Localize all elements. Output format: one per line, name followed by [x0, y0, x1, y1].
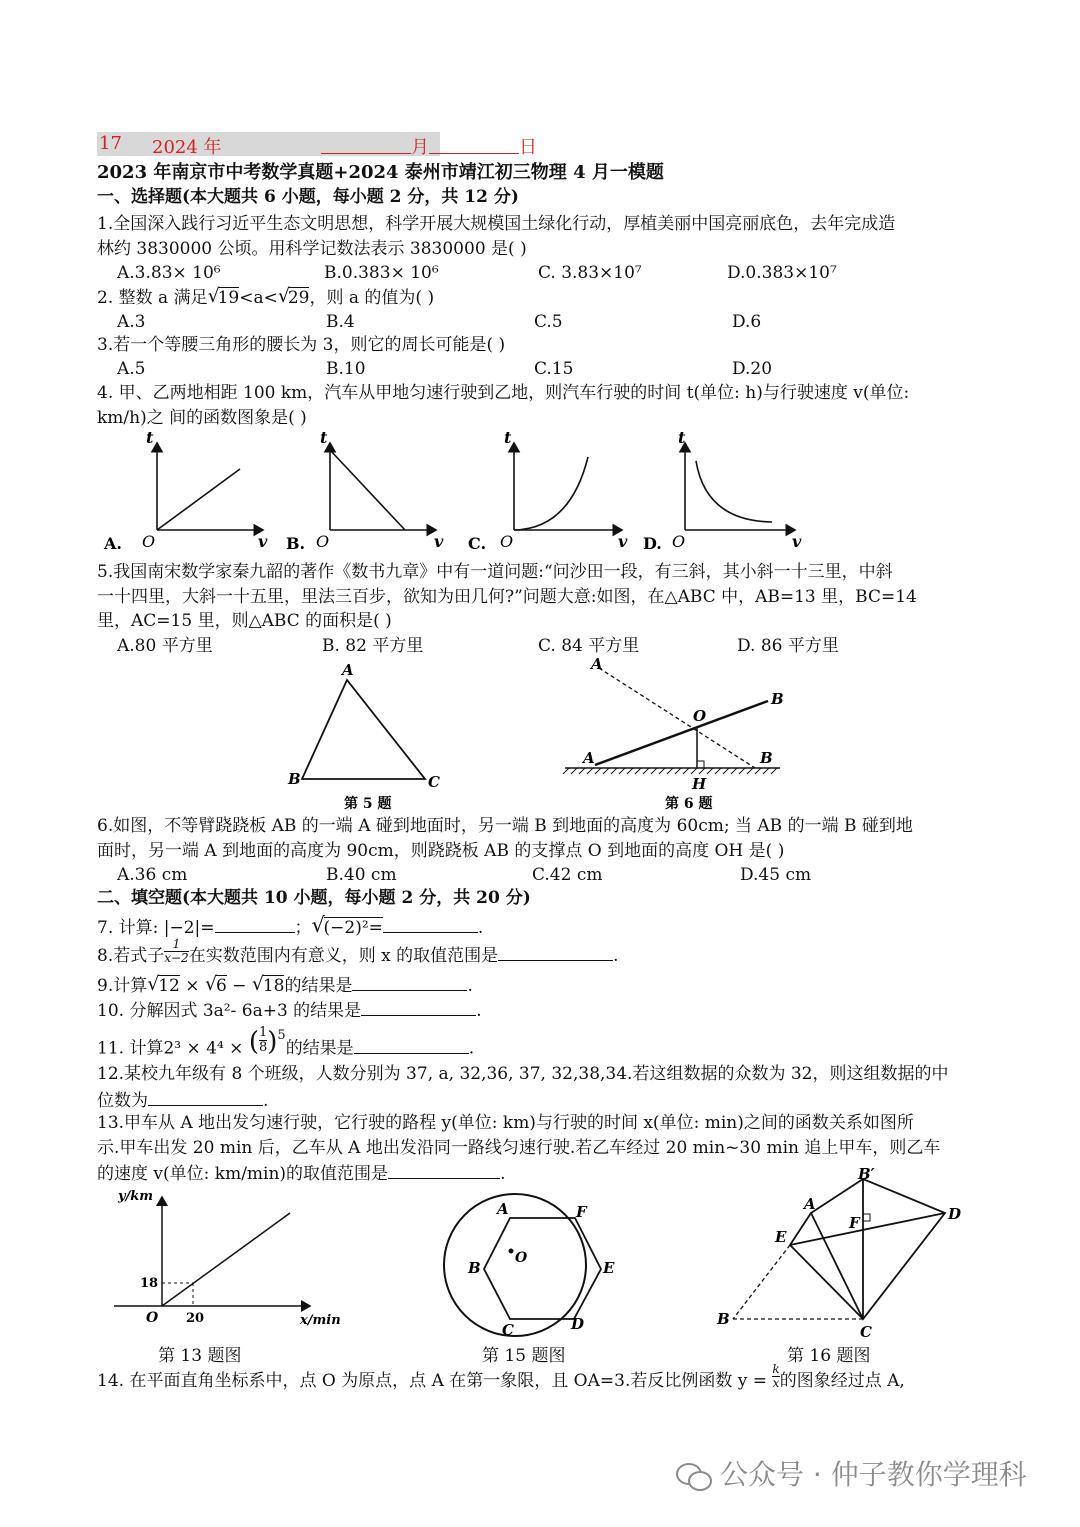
figure-6 — [555, 655, 795, 815]
fig13-18: 18 — [140, 1276, 159, 1291]
q9-times: × — [179, 976, 205, 996]
date-year: 2024 年 — [152, 137, 222, 158]
q1-line1: 1.全国深入践行习近平生态文明思想，科学开展大规模国土绿化行动，厚植美丽中国亮丽底色，去年完成造 — [97, 214, 896, 234]
figure-15 — [438, 1183, 628, 1348]
q12-blank — [148, 1088, 263, 1106]
q8-end: . — [613, 946, 619, 966]
q6-line2: 面时，另一端 A 到地面的高度为 90cm，则跷跷板 AB 的支撑点 O 到地面的高度 OH 是( ) — [97, 841, 785, 861]
q9-pre: 9.计算 — [97, 976, 148, 996]
q9-line — [97, 973, 473, 997]
fig13-x-label: x/min — [300, 1313, 341, 1328]
q13-line2: 示.甲车出发 20 min 后，乙车从 A 地出发沿同一路线匀速行驶.若乙车经过 20 min~30 min 追上甲车，则乙车 — [97, 1138, 941, 1158]
q1-option-c: C. 3.83×10⁷ — [538, 263, 642, 283]
q4-line1: 4. 甲、乙两地相距 100 km，汽车从甲地匀速行驶到乙地，则汽车行驶的时间 t(单位: h)与行驶速度 v(单位: — [97, 383, 910, 403]
q5-line2: 一十四里，大斜一十五里，里法三百步，欲知为田几何?”问题大意:如图，在△ABC 中，AB=13 里，BC=14 — [97, 587, 917, 607]
q2-option-c: C.5 — [534, 312, 563, 332]
q5-option-a: A.80 平方里 — [117, 636, 213, 656]
q2-sqrt1: √ 19 — [207, 285, 240, 308]
graph-b-label: B. — [286, 534, 306, 553]
fig6-a-ground: A — [583, 749, 595, 767]
q9-sqrt3: √ 18 — [251, 973, 285, 996]
doc-title: 2023 年南京市中考数学真题+2024 泰州市靖江初三物理 4 月一模题 — [97, 162, 664, 183]
q13-l3: 的速度 v(单位: km/min)的取值范围是 — [97, 1164, 389, 1184]
q2-radicand1: 19 — [217, 288, 240, 308]
q11-blank — [354, 1036, 469, 1054]
graph-d-label: D. — [643, 534, 662, 553]
q14-post: 的图象经过点 A, — [779, 1371, 905, 1391]
graph-c-origin: O — [500, 532, 514, 551]
q9-blank — [352, 973, 467, 991]
q11-line — [97, 1024, 475, 1060]
graph-a-v: v — [258, 532, 268, 551]
graph-a-label: A. — [104, 534, 122, 553]
q7-pre: 7. 计算: — [97, 918, 164, 938]
q14-k: k — [772, 1362, 780, 1376]
q9-radicand1: 12 — [158, 976, 180, 996]
fig5-a: A — [342, 661, 354, 679]
figure-5 — [280, 660, 460, 815]
q1-option-b: B.0.383× 10⁶ — [324, 263, 439, 283]
date-header — [97, 132, 537, 158]
fig15-d: D — [571, 1315, 585, 1333]
q14-fraction — [772, 1363, 779, 1390]
q8-blank — [498, 943, 613, 961]
fig15-caption: 第 15 题图 — [482, 1346, 566, 1366]
q2-option-d: D.6 — [732, 312, 762, 332]
q1-option-a: A.3.83× 10⁶ — [117, 263, 221, 283]
q2-radicand2: 29 — [287, 288, 310, 308]
fig6-caption: 第 6 题 — [665, 796, 713, 812]
q12-end: . — [263, 1091, 269, 1111]
q1-line2: 林约 3830000 公顷。用科学记数法表示 3830000 是( ) — [97, 239, 527, 259]
q10-blank — [361, 998, 476, 1016]
fig6-o: O — [693, 707, 707, 725]
graph-d-v: v — [792, 532, 802, 551]
fig6-b-top: B — [771, 690, 784, 708]
q2-option-b: B.4 — [326, 312, 355, 332]
q3-line1: 3.若一个等腰三角形的腰长为 3，则它的周长可能是( ) — [97, 335, 506, 355]
fig15-b: B — [468, 1259, 481, 1277]
q11-pre: 11. 计算2³ × 4⁴ × — [97, 1038, 249, 1059]
q10-end: . — [476, 1001, 482, 1021]
fig13-origin: O — [146, 1310, 159, 1326]
q5-option-b: B. 82 平方里 — [322, 636, 424, 656]
graph-c — [468, 428, 628, 553]
day-blank — [429, 133, 519, 154]
q9-sqrt1: √ 12 — [147, 973, 180, 996]
date-month: 月 — [411, 137, 429, 158]
q3-option-c: C.15 — [534, 359, 574, 379]
q10-text: 10. 分解因式 3a²- 6a+3 的结果是 — [97, 1001, 362, 1021]
wechat-icon — [676, 1461, 712, 1491]
q7-blank2 — [383, 915, 478, 933]
fig16-b: B — [717, 1310, 730, 1328]
q5-option-d: D. 86 平方里 — [737, 636, 839, 656]
date-day: 日 — [519, 137, 537, 158]
q7-blank1 — [215, 915, 295, 933]
q9-minus: − — [226, 976, 252, 996]
q3-option-b: B.10 — [326, 359, 366, 379]
graph-d — [643, 428, 802, 553]
watermark — [676, 1453, 1027, 1493]
figure-16 — [710, 1166, 970, 1346]
fig6-b-ground: B — [760, 749, 773, 767]
q5-line3: 里，AC=15 里，则△ABC 的面积是( ) — [97, 611, 392, 631]
q6-option-b: B.40 cm — [326, 865, 397, 885]
q12-line2 — [97, 1088, 268, 1112]
graph-a-t: t — [146, 428, 154, 447]
fig15-o: O — [515, 1250, 528, 1266]
q10-line — [97, 998, 482, 1022]
page-number: 17 — [99, 133, 122, 154]
graph-a — [103, 428, 268, 553]
q12-l2: 位数为 — [97, 1091, 148, 1111]
month-blank — [321, 133, 411, 154]
q9-radicand2: 6 — [215, 976, 227, 996]
q8-post: 在实数范围内有意义，则 x 的取值范围是 — [188, 946, 499, 966]
q11-post: 的结果是 — [285, 1038, 354, 1059]
q4-line2: km/h)之 间的函数图象是( ) — [97, 408, 307, 428]
fig16-c: C — [860, 1323, 872, 1341]
q2-option-a: A.3 — [117, 312, 146, 332]
graph-b-t: t — [320, 428, 328, 447]
q6-option-d: D.45 cm — [740, 865, 812, 885]
graph-b-v: v — [434, 532, 444, 551]
q7-radicand: (−2)²= — [323, 918, 383, 938]
figure-13 — [100, 1183, 350, 1363]
q11-end: . — [468, 1038, 475, 1059]
q14-line1 — [97, 1362, 905, 1400]
q5-line1: 5.我国南宋数学家秦九韶的著作《数书九章》中有一道问题:“问沙田一段，有三斜，其小斜一十三里，中斜 — [97, 562, 893, 582]
q3-option-a: A.5 — [117, 359, 146, 379]
q13-line1: 13.甲车从 A 地出发匀速行驶，它行驶的路程 y(单位: km)与行驶的时间 x(单位: min)之间的函数关系如图所 — [97, 1113, 914, 1133]
graph-c-v: v — [618, 532, 628, 551]
q9-sqrt2: √ 6 — [204, 973, 227, 996]
watermark-text: 公众号 · 仲子教你学理科 — [720, 1458, 1027, 1491]
q8-num: 1 — [164, 938, 188, 952]
q1-option-d: D.0.383×10⁷ — [727, 263, 837, 283]
q7-end: . — [477, 918, 484, 938]
q11-exp: 5 — [277, 1028, 286, 1043]
graph-b — [286, 428, 444, 553]
graph-d-t: t — [678, 428, 686, 447]
fig13-caption: 第 13 题图 — [158, 1346, 242, 1366]
graph-b-origin: O — [316, 532, 330, 551]
q8-den: x−2 — [164, 951, 189, 965]
fig16-e: E — [775, 1228, 787, 1246]
fig15-a: A — [497, 1200, 509, 1218]
section-2-heading: 二、填空题(本大题共 10 小题，每小题 2 分，共 20 分) — [97, 888, 531, 908]
q4-graphs — [100, 425, 820, 557]
q11-den: 8 — [258, 1039, 268, 1055]
q7-sqrt: √ (−2)²= — [311, 913, 383, 938]
q13-blank — [388, 1161, 500, 1179]
fig15-e: E — [603, 1259, 615, 1277]
fig5-b: B — [288, 770, 301, 788]
fig16-a: A — [804, 1195, 816, 1213]
section-1-heading: 一、选择题(本大题共 6 小题，每小题 2 分，共 12 分) — [97, 187, 519, 207]
q6-option-c: C.42 cm — [532, 865, 603, 885]
fig6-h: H — [692, 775, 707, 793]
q2-sqrt2: √ 29 — [277, 285, 310, 308]
fig16-f: F — [849, 1214, 860, 1232]
q7-line — [97, 915, 483, 939]
q2-post: ，则 a 的值为( ) — [309, 288, 435, 308]
fig16-d: D — [948, 1205, 962, 1223]
q8-pre: 8.若式子 — [97, 946, 165, 966]
q13-line3 — [97, 1161, 505, 1185]
fig16-bprime: B′ — [858, 1166, 875, 1183]
fig13-y-label: y/km — [118, 1189, 154, 1204]
q9-end: . — [467, 976, 473, 996]
q14-text: 14. 在平面直角坐标系中，点 O 为原点，点 A 在第一象限，且 OA=3.若反比例函数 y = — [97, 1371, 773, 1391]
q6-option-a: A.36 cm — [117, 865, 188, 885]
q11-num: 1 — [258, 1024, 268, 1040]
fig13-20: 20 — [186, 1311, 205, 1326]
q2-pre: 2. 整数 a 满足 — [97, 288, 208, 308]
fig15-c: C — [502, 1321, 514, 1339]
q7-sep: ； — [294, 918, 312, 938]
q2-mid: <a< — [239, 288, 278, 308]
q8-fraction — [164, 938, 188, 965]
q5-option-c: C. 84 平方里 — [538, 636, 640, 656]
q7-abs: |−2|= — [163, 918, 215, 938]
q9-radicand3: 18 — [262, 976, 285, 996]
fig16-caption: 第 16 题图 — [787, 1346, 871, 1366]
q13-end: . — [500, 1164, 506, 1184]
q2-line1 — [97, 287, 434, 309]
fig15-f: F — [576, 1203, 587, 1221]
q14-x: x — [772, 1376, 780, 1390]
graph-c-t: t — [504, 428, 512, 447]
q8-line — [97, 937, 619, 973]
fig5-c: C — [428, 773, 440, 791]
graph-d-origin: O — [672, 532, 686, 551]
q6-line1: 6.如图，不等臂跷跷板 AB 的一端 A 碰到地面时，另一端 B 到地面的高度为 60cm; 当 AB 的一端 B 碰到地 — [97, 816, 913, 836]
q3-option-d: D.20 — [732, 359, 773, 379]
graph-a-origin: O — [142, 532, 156, 551]
fig6-a-top: A — [591, 655, 603, 673]
q11-paren: ( $\frac{1}{8}$ ) — [248, 1024, 278, 1058]
graph-c-label: C. — [468, 534, 487, 553]
q12-line1: 12.某校九年级有 8 个班级，人数分别为 37, a, 32,36, 37, 32,38,34.若这组数据的众数为 32，则这组数据的中 — [97, 1064, 949, 1084]
fig5-caption: 第 5 题 — [344, 796, 392, 812]
q9-post: 的结果是 — [284, 976, 353, 996]
